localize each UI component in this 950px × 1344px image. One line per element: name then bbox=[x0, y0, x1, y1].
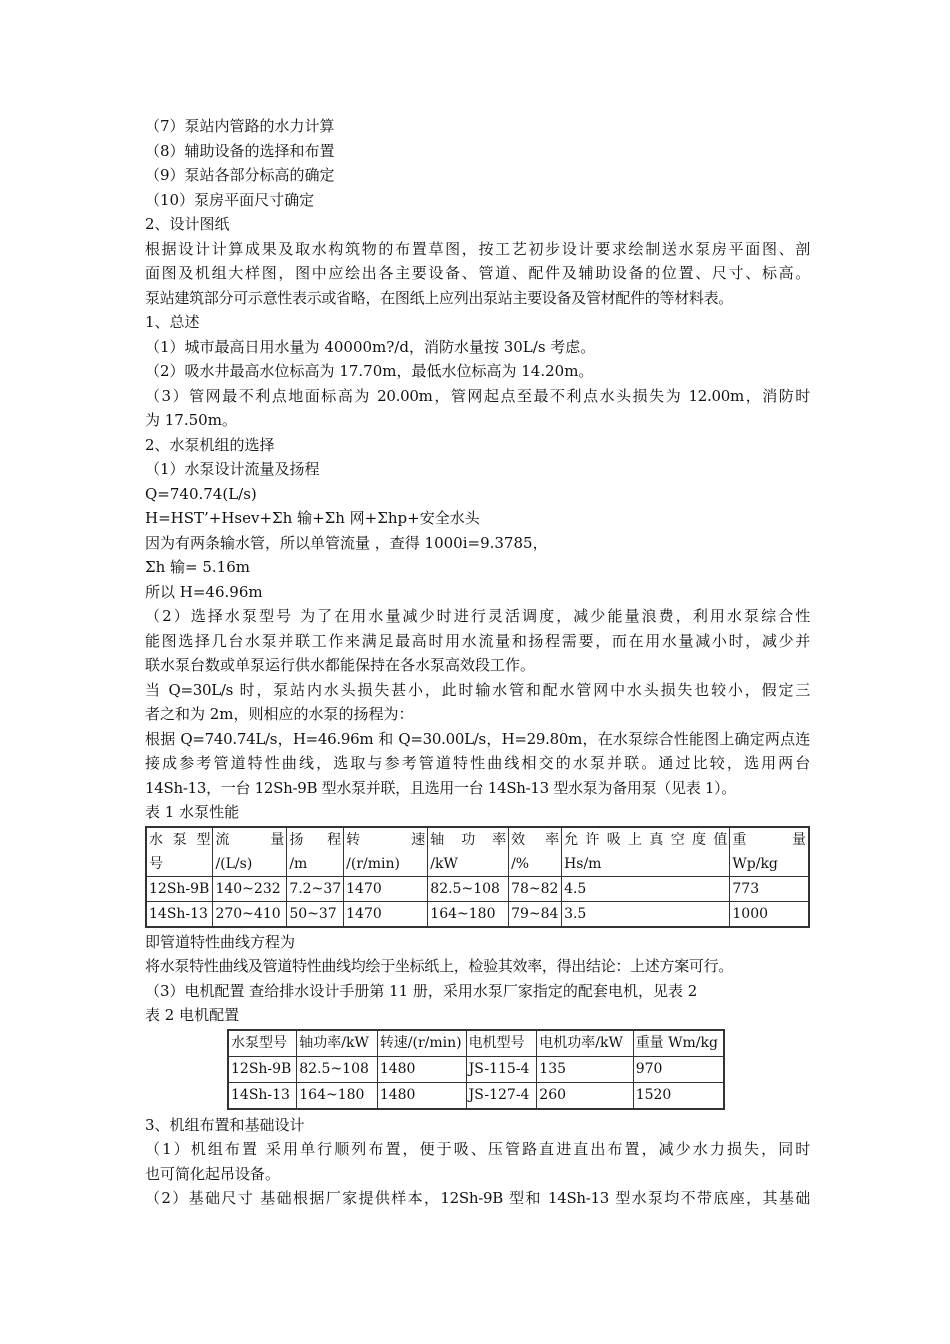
formula-line: Σh 输= 5.16m bbox=[145, 558, 250, 576]
paragraph-line: （3）电机配置 查给排水设计手册第 11 册，采用水泵厂家指定的配套电机，见表 2 bbox=[145, 981, 698, 1000]
section-heading: 3、机组布置和基础设计 bbox=[145, 1115, 305, 1134]
formula-line: H=HST’+Hsev+Σh 输+Σh 网+Σhp+安全水头 bbox=[145, 509, 480, 527]
table-row bbox=[228, 1056, 724, 1082]
paragraph-line: 根据设计计算成果及取水构筑物的布置草图，按工艺初步设计要求绘制送水泵房平面图、剖 bbox=[145, 239, 810, 258]
table-row bbox=[146, 876, 809, 901]
table-cell: 4.5 bbox=[562, 876, 730, 901]
table-cell: 1470 bbox=[344, 901, 428, 927]
paragraph-line: （1）城市最高日用水量为 40000m?/d，消防水量按 30L/s 考虑。 bbox=[145, 337, 596, 356]
paragraph-line: （2）基础尺寸 基础根据厂家提供样本，12Sh-9B 型和 14Sh-13 型水泵均不带底座，其基础 bbox=[145, 1189, 810, 1207]
table-cell: 1520 bbox=[633, 1082, 724, 1109]
paragraph-line: 根据 Q=740.74L/s，H=46.96m 和 Q=30.00L/s，H=29.80m，在水泵综合性能图上确定两点连 bbox=[145, 729, 810, 748]
table-header-cell bbox=[509, 827, 562, 877]
table-cell: 79~84 bbox=[509, 901, 562, 927]
section-heading: 2、设计图纸 bbox=[145, 215, 230, 233]
table-row bbox=[228, 1082, 724, 1109]
table-header-cell: 轴功率/kW bbox=[297, 1030, 378, 1057]
table-header-row bbox=[228, 1030, 724, 1057]
table-header-row bbox=[146, 827, 809, 877]
paragraph-line: 14Sh-13，一台 12Sh-9B 型水泵并联，且选用一台 14Sh-13 型水泵为备用泵（见表 1）。 bbox=[145, 778, 737, 797]
table-cell: 1470 bbox=[344, 876, 428, 901]
paragraph-line: 接成参考管道特性曲线，选取与参考管道特性曲线相交的水泵并联。通过比较，选用两台 bbox=[145, 754, 810, 772]
paragraph-line: 因为有两条输水管，所以单管流量 ，查得 1000i=9.3785， bbox=[145, 533, 548, 552]
table-cell: 135 bbox=[537, 1056, 633, 1082]
table-cell: 140~232 bbox=[213, 876, 287, 901]
header-bottom-text: /m bbox=[289, 855, 308, 872]
table-header-cell bbox=[428, 827, 509, 877]
table-cell: 270~410 bbox=[213, 901, 287, 927]
table-cell: 164~180 bbox=[297, 1082, 378, 1109]
table-cell: 50~37 bbox=[287, 901, 344, 927]
table-cell: 164~180 bbox=[428, 901, 509, 927]
paragraph-line: 将水泵特性曲线及管道特性曲线均绘于坐标纸上，检验其效率，得出结论：上述方案可行。 bbox=[145, 957, 734, 975]
table-header-cell: 电机功率/kW bbox=[537, 1030, 633, 1057]
table-header-cell: 水泵型号 bbox=[228, 1030, 297, 1057]
paragraph-line: （2）吸水井最高水位标高为 17.70m，最低水位标高为 14.20m。 bbox=[145, 362, 594, 380]
header-top-text: 允 许 吸 上 真 空 度 值 bbox=[564, 831, 728, 848]
header-top-text: 重 量 bbox=[732, 831, 806, 848]
motor-table-wrapper bbox=[145, 1029, 810, 1110]
table-header-cell bbox=[213, 827, 287, 877]
header-top-text: 扬 程 bbox=[289, 831, 342, 848]
section-heading: 2、水泵机组的选择 bbox=[145, 435, 275, 454]
table-cell: 14Sh-13 bbox=[228, 1082, 297, 1109]
section-after-table1 bbox=[145, 930, 810, 1028]
table-cell: 82.5~108 bbox=[297, 1056, 378, 1082]
header-bottom-text: /kW bbox=[430, 855, 458, 872]
subsection-heading: （1）水泵设计流量及扬程 bbox=[145, 460, 320, 478]
paragraph-line: （2）选择水泵型号 为了在用水量减少时进行灵活调度，减少能量浪费，利用水泵综合性 bbox=[145, 607, 810, 625]
table-header-cell bbox=[344, 827, 428, 877]
table-cell: 970 bbox=[633, 1056, 724, 1082]
section-heading: 1、总述 bbox=[145, 313, 200, 331]
paragraph-line: 即管道特性曲线方程为 bbox=[145, 932, 296, 951]
list-item: （10）泵房平面尺寸确定 bbox=[145, 190, 315, 209]
table-cell: 12Sh-9B bbox=[228, 1056, 297, 1082]
table-header-cell: 重量 Wm/kg bbox=[633, 1030, 724, 1057]
header-bottom-text: /(r/min) bbox=[346, 855, 400, 872]
table-cell: 1480 bbox=[377, 1082, 466, 1109]
table-cell: 773 bbox=[730, 876, 809, 901]
formula-line: 所以 H=46.96m bbox=[145, 582, 263, 601]
header-top-text: 轴 功 率 bbox=[430, 831, 507, 848]
motor-configuration-table bbox=[227, 1029, 725, 1110]
table-cell: 82.5~108 bbox=[428, 876, 509, 901]
formula-line: Q=740.74(L/s) bbox=[145, 484, 257, 503]
list-item: （7）泵站内管路的水力计算 bbox=[145, 117, 335, 135]
table-cell: 260 bbox=[537, 1082, 633, 1109]
table-header-cell bbox=[562, 827, 730, 877]
paragraph-line: 泵站建筑部分可示意性表示或省略，在图纸上应列出泵站主要设备及管材配件的等材料表。 bbox=[145, 288, 734, 307]
table-cell: JS-127-4 bbox=[466, 1082, 537, 1109]
paragraph-line: 联水泵台数或单泵运行供水都能保持在各水泵高效段工作。 bbox=[145, 656, 536, 674]
table-cell: 3.5 bbox=[562, 901, 730, 927]
paragraph-line: 也可简化起吊设备。 bbox=[145, 1164, 281, 1183]
table-cell: JS-115-4 bbox=[466, 1056, 537, 1082]
header-top-text: 转 速 bbox=[346, 831, 426, 848]
table-cell: 1480 bbox=[377, 1056, 466, 1082]
header-top-text: 效 率 bbox=[511, 831, 560, 848]
header-bottom-text: 号 bbox=[149, 855, 163, 872]
pump-performance-table bbox=[145, 826, 810, 928]
table-header-cell: 电机型号 bbox=[466, 1030, 537, 1057]
table-cell: 1000 bbox=[730, 901, 809, 927]
table-cell: 14Sh-13 bbox=[146, 901, 213, 927]
table-caption: 表 2 电机配置 bbox=[145, 1006, 240, 1024]
document-body bbox=[145, 114, 810, 1211]
list-item: （8）辅助设备的选择和布置 bbox=[145, 141, 335, 160]
table-header-cell bbox=[146, 827, 213, 877]
header-bottom-text: Wp/kg bbox=[732, 855, 778, 872]
table-cell: 12Sh-9B bbox=[146, 876, 213, 901]
table-caption: 表 1 水泵性能 bbox=[145, 803, 240, 821]
header-bottom-text: /(L/s) bbox=[215, 855, 253, 872]
section-outline-and-text bbox=[145, 114, 810, 825]
paragraph-line: 者之和为 2m，则相应的水泵的扬程为： bbox=[145, 705, 414, 723]
section-unit-layout bbox=[145, 1113, 810, 1211]
table-row bbox=[146, 901, 809, 927]
header-top-text: 水 泵 型 bbox=[149, 831, 211, 848]
list-item: （9）泵站各部分标高的确定 bbox=[145, 166, 335, 184]
header-top-text: 流 量 bbox=[215, 831, 285, 848]
header-bottom-text: /% bbox=[511, 855, 530, 872]
paragraph-line: 能图选择几台水泵并联工作来满足最高时用水流量和扬程需要，而在用水量减小时，减少并 bbox=[145, 631, 810, 650]
table-cell: 78~82 bbox=[509, 876, 562, 901]
table-header-cell: 转速/(r/min) bbox=[377, 1030, 466, 1057]
paragraph-line: （3）管网最不利点地面标高为 20.00m，管网起点至最不利点水头损失为 12.00m，消防时 bbox=[145, 386, 810, 405]
paragraph-line: 面图及机组大样图，图中应绘出各主要设备、管道、配件及辅助设备的位置、尺寸、标高。 bbox=[145, 264, 810, 282]
paragraph-line: （1）机组布置 采用单行顺列布置，便于吸、压管路直进直出布置，减少水力损失，同时 bbox=[145, 1140, 810, 1158]
table-header-cell bbox=[730, 827, 809, 877]
paragraph-line: 当 Q=30L/s 时，泵站内水头损失甚小，此时输水管和配水管网中水头损失也较小，假定三 bbox=[145, 680, 810, 699]
table-cell: 7.2~37 bbox=[287, 876, 344, 901]
header-bottom-text: Hs/m bbox=[564, 855, 602, 872]
paragraph-line: 为 17.50m。 bbox=[145, 411, 237, 429]
table-header-cell bbox=[287, 827, 344, 877]
